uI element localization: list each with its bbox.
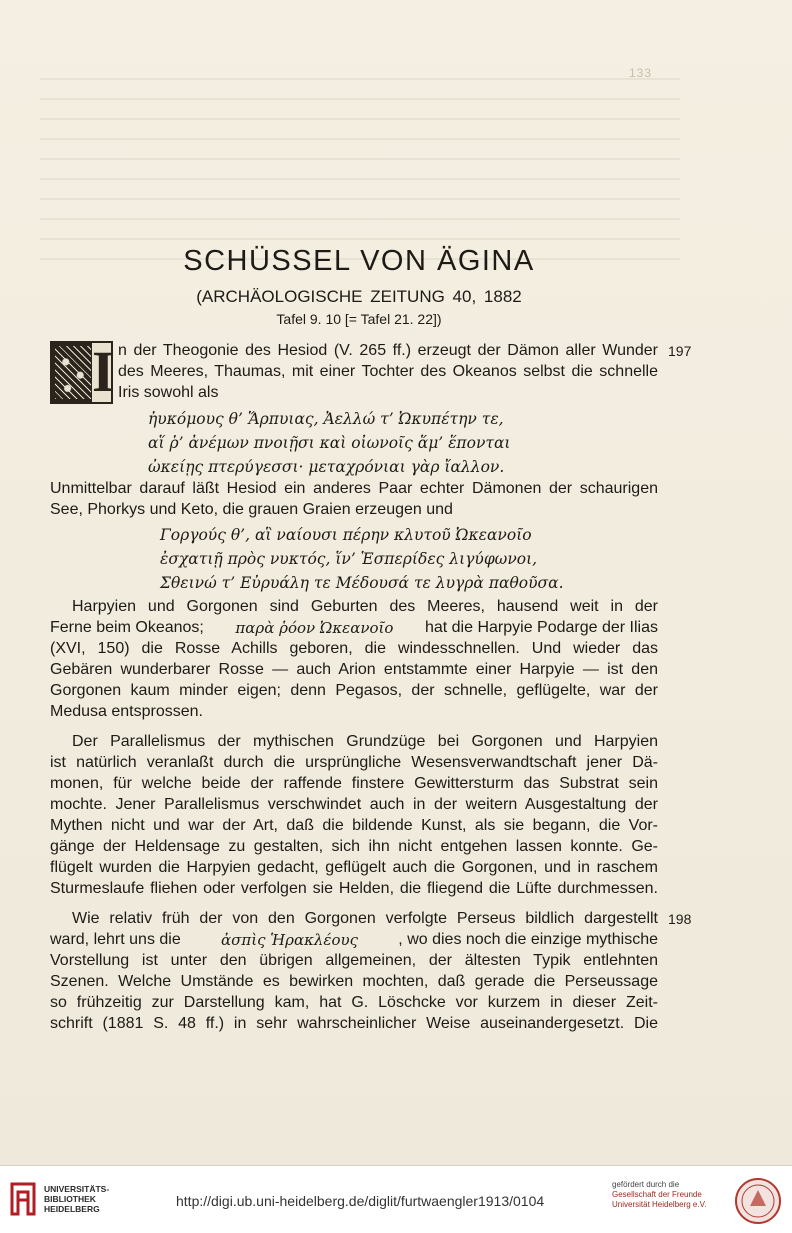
text-segment: hat die Harpyie Podarge der Ilias [424, 619, 658, 636]
greek-inline: παρὰ ῥόον Ὠκεανοῖο [235, 619, 394, 637]
text-line: Gebären wunderbarer Rosse — auch Arion entstammte einer Harpyie — ist den [50, 661, 658, 678]
greek-verse: ὠκείῃς πτερύγεσσι· μεταχρόνιαι γὰρ ἴαλλον. [148, 458, 505, 476]
permalink[interactable]: http://digi.ub.uni-heidelberg.de/diglit/furtwaengler1913/0104 [176, 1193, 545, 1209]
digitization-footer [0, 1165, 792, 1233]
sponsor-text [612, 1180, 712, 1210]
faint-page-number: 133 [628, 66, 652, 80]
subtitle: (ARCHÄOLOGISCHE ZEITUNG 40, 1882 [196, 287, 522, 306]
greek-verse: ἠυκόμους θ’ Ἅρπυιας, Ἀελλώ τ’ Ὠκυπέτην τε, [148, 410, 504, 428]
decorated-initial [50, 341, 113, 404]
sponsor-name: Universität Heidelberg e.V. [612, 1200, 707, 1209]
greek-verse: Σθεινώ τ’ Εὐρυάλη τε Μέδουσά τε λυγρὰ παθοῦσα. [160, 574, 564, 592]
page-title: SCHÜSSEL VON ÄGINA [183, 245, 535, 277]
text-line: Szenen. Welche Umstände es bewirken mochten, daß gerade die Perseussage [50, 973, 658, 990]
text-line [50, 930, 658, 950]
ornament-icon [55, 346, 91, 399]
greek-inline: ἀσπὶς Ἡρακλέους [220, 931, 359, 949]
show-through-text [40, 60, 680, 270]
text-line: schrift (1881 S. 48 ff.) in sehr wahrscheinlicher Weise auseinandergesetzt. Die [50, 1015, 658, 1032]
initial-letter: I [92, 339, 115, 404]
text-line: Sturmeslaufe fliehen oder verfolgen sie Helden, die fliegend die Lüfte durchmessen. [50, 880, 658, 897]
text-line: Iris sowohl als [118, 384, 219, 401]
text-line: (XVI, 150) die Rosse Achills geboren, die windesschnellen. Und wieder das [50, 640, 658, 657]
text-line: Wie relativ früh der von den Gorgonen verfolgte Perseus bildlich dargestellt [72, 910, 658, 927]
text-line: ist natürlich veranlaßt durch die ursprüngliche Wesensverwandtschaft jener Dä- [50, 754, 658, 771]
text-line: gänge der Heldensage zu gestalten, sich ihn nicht entgehen lassen konnte. Ge- [50, 838, 658, 855]
text-line: Medusa entsprossen. [50, 703, 203, 720]
text-line: Harpyien und Gorgonen sind Geburten des Meeres, hausend weit in der [72, 598, 658, 615]
plate-reference: Tafel 9. 10 [= Tafel 21. 22]) [276, 311, 442, 327]
text-segment: Ferne beim Okeanos; [50, 619, 204, 636]
university-seal-icon [730, 1176, 786, 1226]
greek-verse: ἐσχατιῇ πρὸς νυκτός, ἵν’ Ἑσπερίδες λιγύφωνοι, [160, 550, 538, 568]
text-line: Unmittelbar darauf läßt Hesiod ein anderes Paar echter Dämonen der schaurigen [50, 480, 658, 497]
sponsor-name: Gesellschaft der Freunde [612, 1190, 702, 1199]
text-line: Gorgonen kaum minder eigen; denn Pegasos, der schnelle, geflügelte, war der [50, 682, 658, 699]
sponsor-intro: gefördert durch die [612, 1180, 680, 1189]
margin-number: 197 [668, 343, 692, 359]
text-line: Der Parallelismus der mythischen Grundzüge bei Gorgonen und Harpyien [72, 733, 658, 750]
text-line: monen, für welche beide der raffende finstere Gewittersturm das Substrat sein [50, 775, 658, 792]
text-line: n der Theogonie des Hesiod (V. 265 ff.) erzeugt der Dämon aller Wunder [118, 342, 658, 359]
margin-number: 198 [668, 911, 692, 927]
library-line: UNIVERSITÄTS- [44, 1184, 110, 1194]
text-line: Vorstellung ist unter den übrigen allgemeinen, der ältesten Typik entlehnten [50, 952, 658, 969]
text-line [50, 618, 658, 638]
library-logo-icon [8, 1180, 38, 1218]
text-line: flügelt wurden die Harpyien gedacht, geflügelt auch die Gorgonen, und in raschem [50, 859, 658, 876]
library-name [44, 1184, 109, 1214]
library-line: HEIDELBERG [44, 1204, 100, 1214]
text-line: Mythen nicht und war der Art, daß die bildende Kunst, als sie begann, die Vor- [50, 817, 658, 834]
library-line: BIBLIOTHEK [44, 1194, 96, 1204]
text-line: See, Phorkys und Keto, die grauen Graien erzeugen und [50, 501, 453, 518]
text-segment: , wo dies noch die einzige mythische [398, 931, 658, 948]
greek-verse: αἵ ῥ’ ἀνέμων πνοιῇσι καὶ οἰωνοῖς ἅμ’ ἕπονται [148, 434, 511, 452]
text-line: so frühzeitig zur Darstellung kam, hat G. Löschcke vor kurzem in dieser Zeit- [50, 994, 658, 1011]
text-line: des Meeres, Thaumas, mit einer Tochter des Okeanos selbst die schnelle [118, 363, 658, 380]
greek-verse: Γοργούς θ’, αἳ ναίουσι πέρην κλυτοῦ Ὠκεανοῖο [160, 526, 532, 544]
text-segment: ward, lehrt uns die [50, 931, 181, 948]
text-line: mochte. Jener Parallelismus verschwindet auch in der weitern Ausgestaltung der [50, 796, 658, 813]
